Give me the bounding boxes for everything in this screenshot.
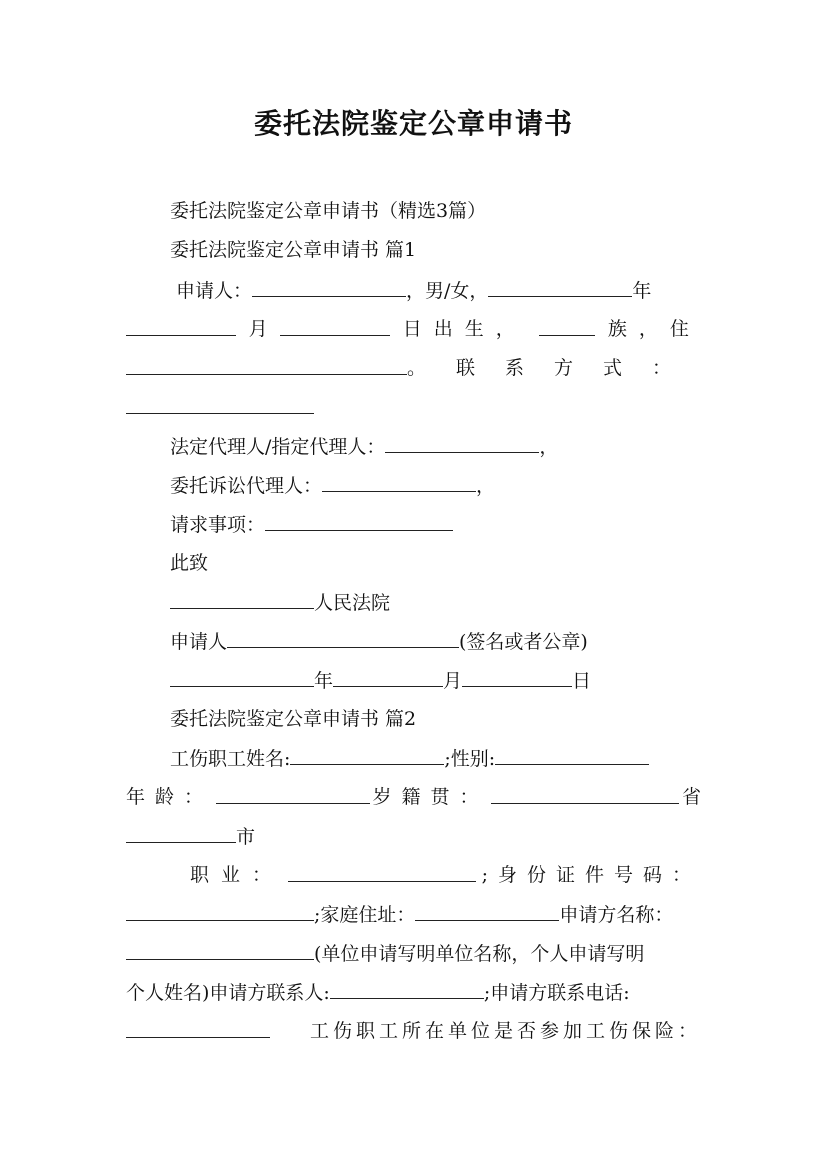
document-title: 委托法院鉴定公章申请书 (253, 107, 573, 140)
blank-field (126, 821, 236, 843)
claims-line (170, 509, 701, 540)
blank-field (322, 470, 476, 492)
contact-blank-line (126, 392, 701, 423)
blank-field (330, 977, 484, 999)
court-label: 人民法院 (314, 592, 391, 614)
signature-line (170, 626, 701, 657)
blank-field (126, 392, 314, 414)
legal-agent-line (170, 431, 701, 462)
gender-label: ，男/女， (406, 280, 489, 302)
blank-field (488, 275, 632, 297)
blank-field (539, 314, 595, 336)
insurance-label: 工伤职工所在单位是否参加工伤保险： (309, 1020, 701, 1042)
year-label: 年 (314, 670, 334, 692)
occupation-line (190, 860, 701, 890)
occupation-label: 职业： (190, 864, 284, 886)
blank-field (216, 782, 370, 804)
applicant-label: 申请人： (176, 280, 253, 302)
year-label: 年 (632, 280, 652, 302)
birth-line (126, 314, 701, 344)
insurance-line (126, 1016, 701, 1046)
blank-field (385, 431, 539, 453)
comma: ， (476, 475, 496, 497)
legal-agent-label: 法定代理人/指定代理人： (170, 436, 386, 458)
worker-name-line (170, 743, 701, 774)
blank-field (495, 743, 649, 765)
blank-field (288, 860, 476, 882)
blank-field (415, 899, 559, 921)
blank-field (126, 899, 314, 921)
blank-field (290, 743, 444, 765)
sign-note: (签名或者公章) (459, 631, 588, 653)
section2-heading: 委托法院鉴定公章申请书 篇2 (170, 708, 417, 730)
gender-label: ;性别: (444, 748, 496, 770)
unit-note: (单位申请写明单位名称，个人申请写明 (314, 943, 645, 965)
worker-name-label: 工伤职工姓名: (170, 748, 291, 770)
unit-note-line (126, 938, 701, 969)
blank-field (126, 938, 314, 960)
intro-line: 委托法院鉴定公章申请书（精选3篇） (170, 200, 487, 222)
id-number-label: ;身份证件号码： (481, 864, 701, 886)
claims-label: 请求事项： (170, 514, 266, 536)
blank-field (126, 314, 236, 336)
unit-note-cont: 个人姓名)申请方联系人: (126, 982, 330, 1004)
applicant-name-label: 申请方名称： (559, 904, 674, 926)
salutation: 此致 (170, 552, 209, 574)
contact-person-line (126, 977, 701, 1008)
applicant-phone-label: ;申请方联系电话: (483, 982, 630, 1004)
home-address-label: ;家庭住址： (314, 904, 416, 926)
blank-field (252, 275, 406, 297)
litigation-agent-label: 委托诉讼代理人： (170, 475, 323, 497)
day-label: 日 (572, 670, 592, 692)
address-line (126, 353, 701, 383)
blank-field (126, 1016, 270, 1038)
age-line (126, 782, 701, 812)
contact-label: 。联系方式： (406, 357, 701, 379)
applicant-line (176, 275, 701, 306)
blank-field (170, 587, 314, 609)
blank-field (170, 665, 314, 687)
city-line (126, 821, 701, 852)
blank-field (462, 665, 572, 687)
applicant-sign-label: 申请人 (170, 631, 228, 653)
province-label: 省 (681, 786, 701, 808)
court-line (170, 587, 701, 618)
blank-field (491, 782, 679, 804)
age-unit-label: 岁籍贯： (372, 786, 489, 808)
date-line (170, 665, 701, 696)
blank-field (265, 509, 453, 531)
ethnic-label: 族，住 (607, 318, 701, 340)
city-label: 市 (236, 826, 256, 848)
month-label: 月 (443, 670, 463, 692)
home-address-line (126, 899, 701, 930)
comma: ， (539, 436, 559, 458)
age-label: 年龄： (126, 786, 214, 808)
blank-field (227, 626, 459, 648)
month-label: 月 (248, 318, 268, 340)
litigation-agent-line (170, 470, 701, 501)
blank-field (280, 314, 390, 336)
section1-heading: 委托法院鉴定公章申请书 篇1 (170, 239, 417, 261)
born-label: 日出生， (402, 318, 527, 340)
blank-field (126, 353, 407, 375)
blank-field (333, 665, 443, 687)
